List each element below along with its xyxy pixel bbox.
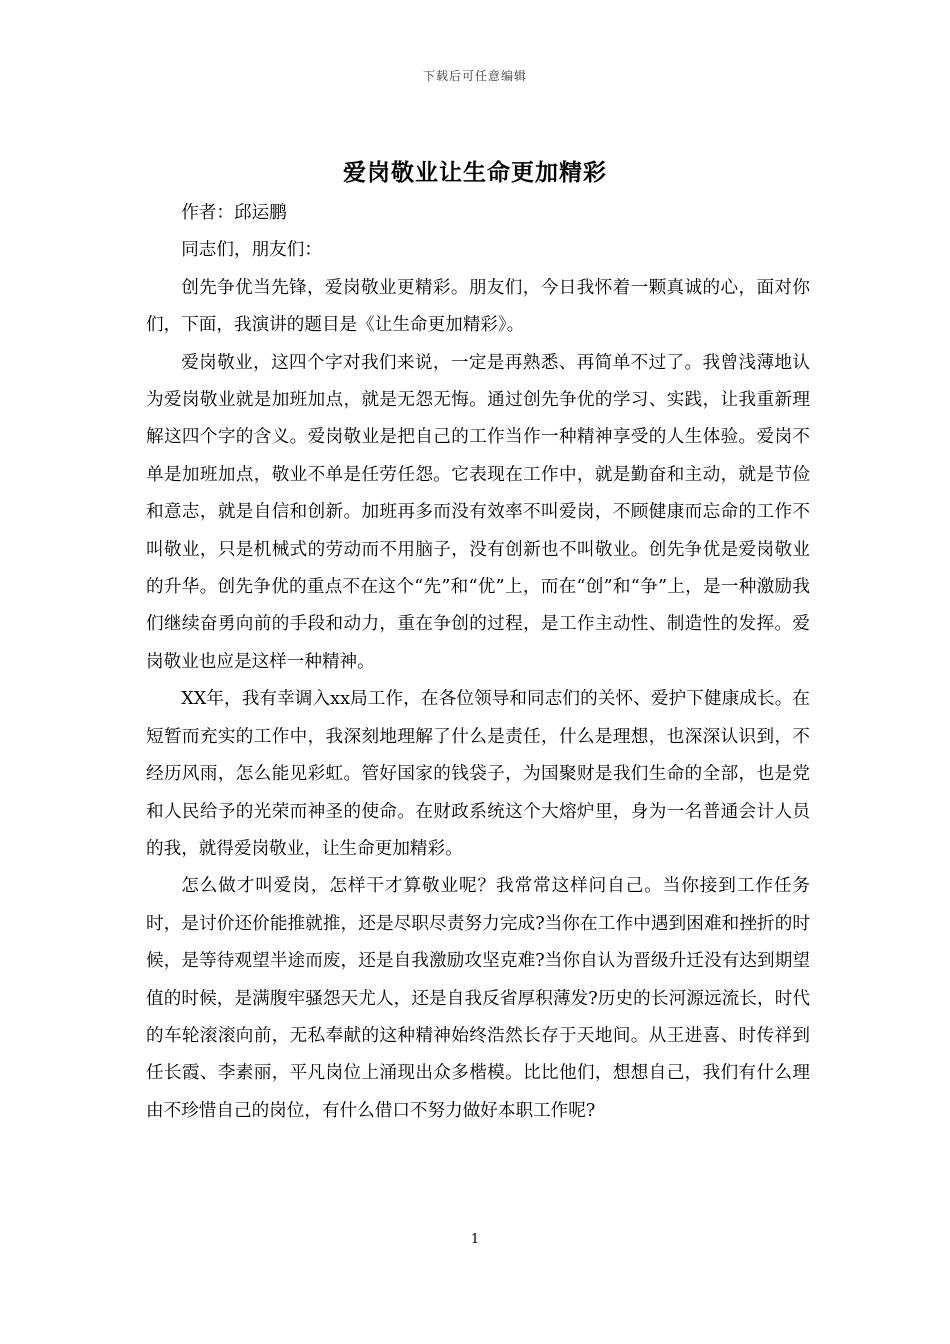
paragraph: 怎么做才叫爱岗，怎样干才算敬业呢？我常常这样问自己。当你接到工作任务时，是讨价还价能推就推，还是尽职尽责努力完成?当你在工作中遇到困难和挫折的时候，是等待观望半途而废，还是自我激励攻坚克难?当你自认为晋级升迁没有达到期望值的时候，是满腹牢骚怨天尤人，还是自我反省厚积薄发?历史的长河源远流长，时代的车轮滚滚向前，无私奉献的这种精神始终浩然长存于天地间。从王进喜、时传祥到任长霞、李素丽，平凡岗位上涌现出众多楷模。比比他们，想想自己，我们有什么理由不珍惜自己的岗位，有什么借口不努力做好本职工作呢? bbox=[146, 876, 810, 1121]
author-line: 作者：邱运鹏 bbox=[181, 203, 287, 223]
paragraph: 爱岗敬业，这四个字对我们来说，一定是再熟悉、再简单不过了。我曾浅薄地认为爱岗敬业就是加班加点，就是无怨无悔。通过创先争优的学习、实践，让我重新理解这四个字的含义。爱岗敬业是把自己的工作当作一种精神享受的人生体验。爱岗不单是加班加点，敬业不单是任劳任怨。它表现在工作中，就是勤奋和主动，就是节俭和意志，就是自信和创新。加班再多而没有效率不叫爱岗，不顾健康而忘命的工作不叫敬业，只是机械式的劳动而不用脑子，没有创新也不叫敬业。创先争优是爱岗敬业的升华。创先争优的重点不在这个“先”和“优”上，而在“创”和“争”上，是一种激励我们继续奋勇向前的手段和动力，重在争创的过程，是工作主动性、制造性的发挥。爱岗敬业也应是这样一种精神。 bbox=[146, 352, 810, 672]
page-number: 1 bbox=[470, 1232, 480, 1247]
document-title: 爱岗敬业让生命更加精彩 bbox=[343, 159, 607, 186]
greeting: 同志们，朋友们： bbox=[181, 240, 322, 261]
paragraph: 创先争优当先锋，爱岗敬业更精彩。朋友们，今日我怀着一颗真诚的心，面对你们，下面，我演讲的题目是《让生命更加精彩》。 bbox=[146, 277, 810, 336]
header-note: 下载后可任意编辑 bbox=[422, 69, 527, 83]
paragraph: XX年，我有幸调入xx局工作，在各位领导和同志们的关怀、爱护下健康成长。在短暂而充实的工作中，我深刻地理解了什么是责任，什么是理想，也深深认识到，不经历风雨，怎么能见彩虹。管好国家的钱袋子，为国聚财是我们生命的全部，也是党和人民给予的光荣而神圣的使命。在财政系统这个大熔炉里，身为一名普通会计人员的我，就得爱岗敬业，让生命更加精彩。 bbox=[146, 689, 810, 859]
document-body bbox=[146, 195, 810, 1130]
